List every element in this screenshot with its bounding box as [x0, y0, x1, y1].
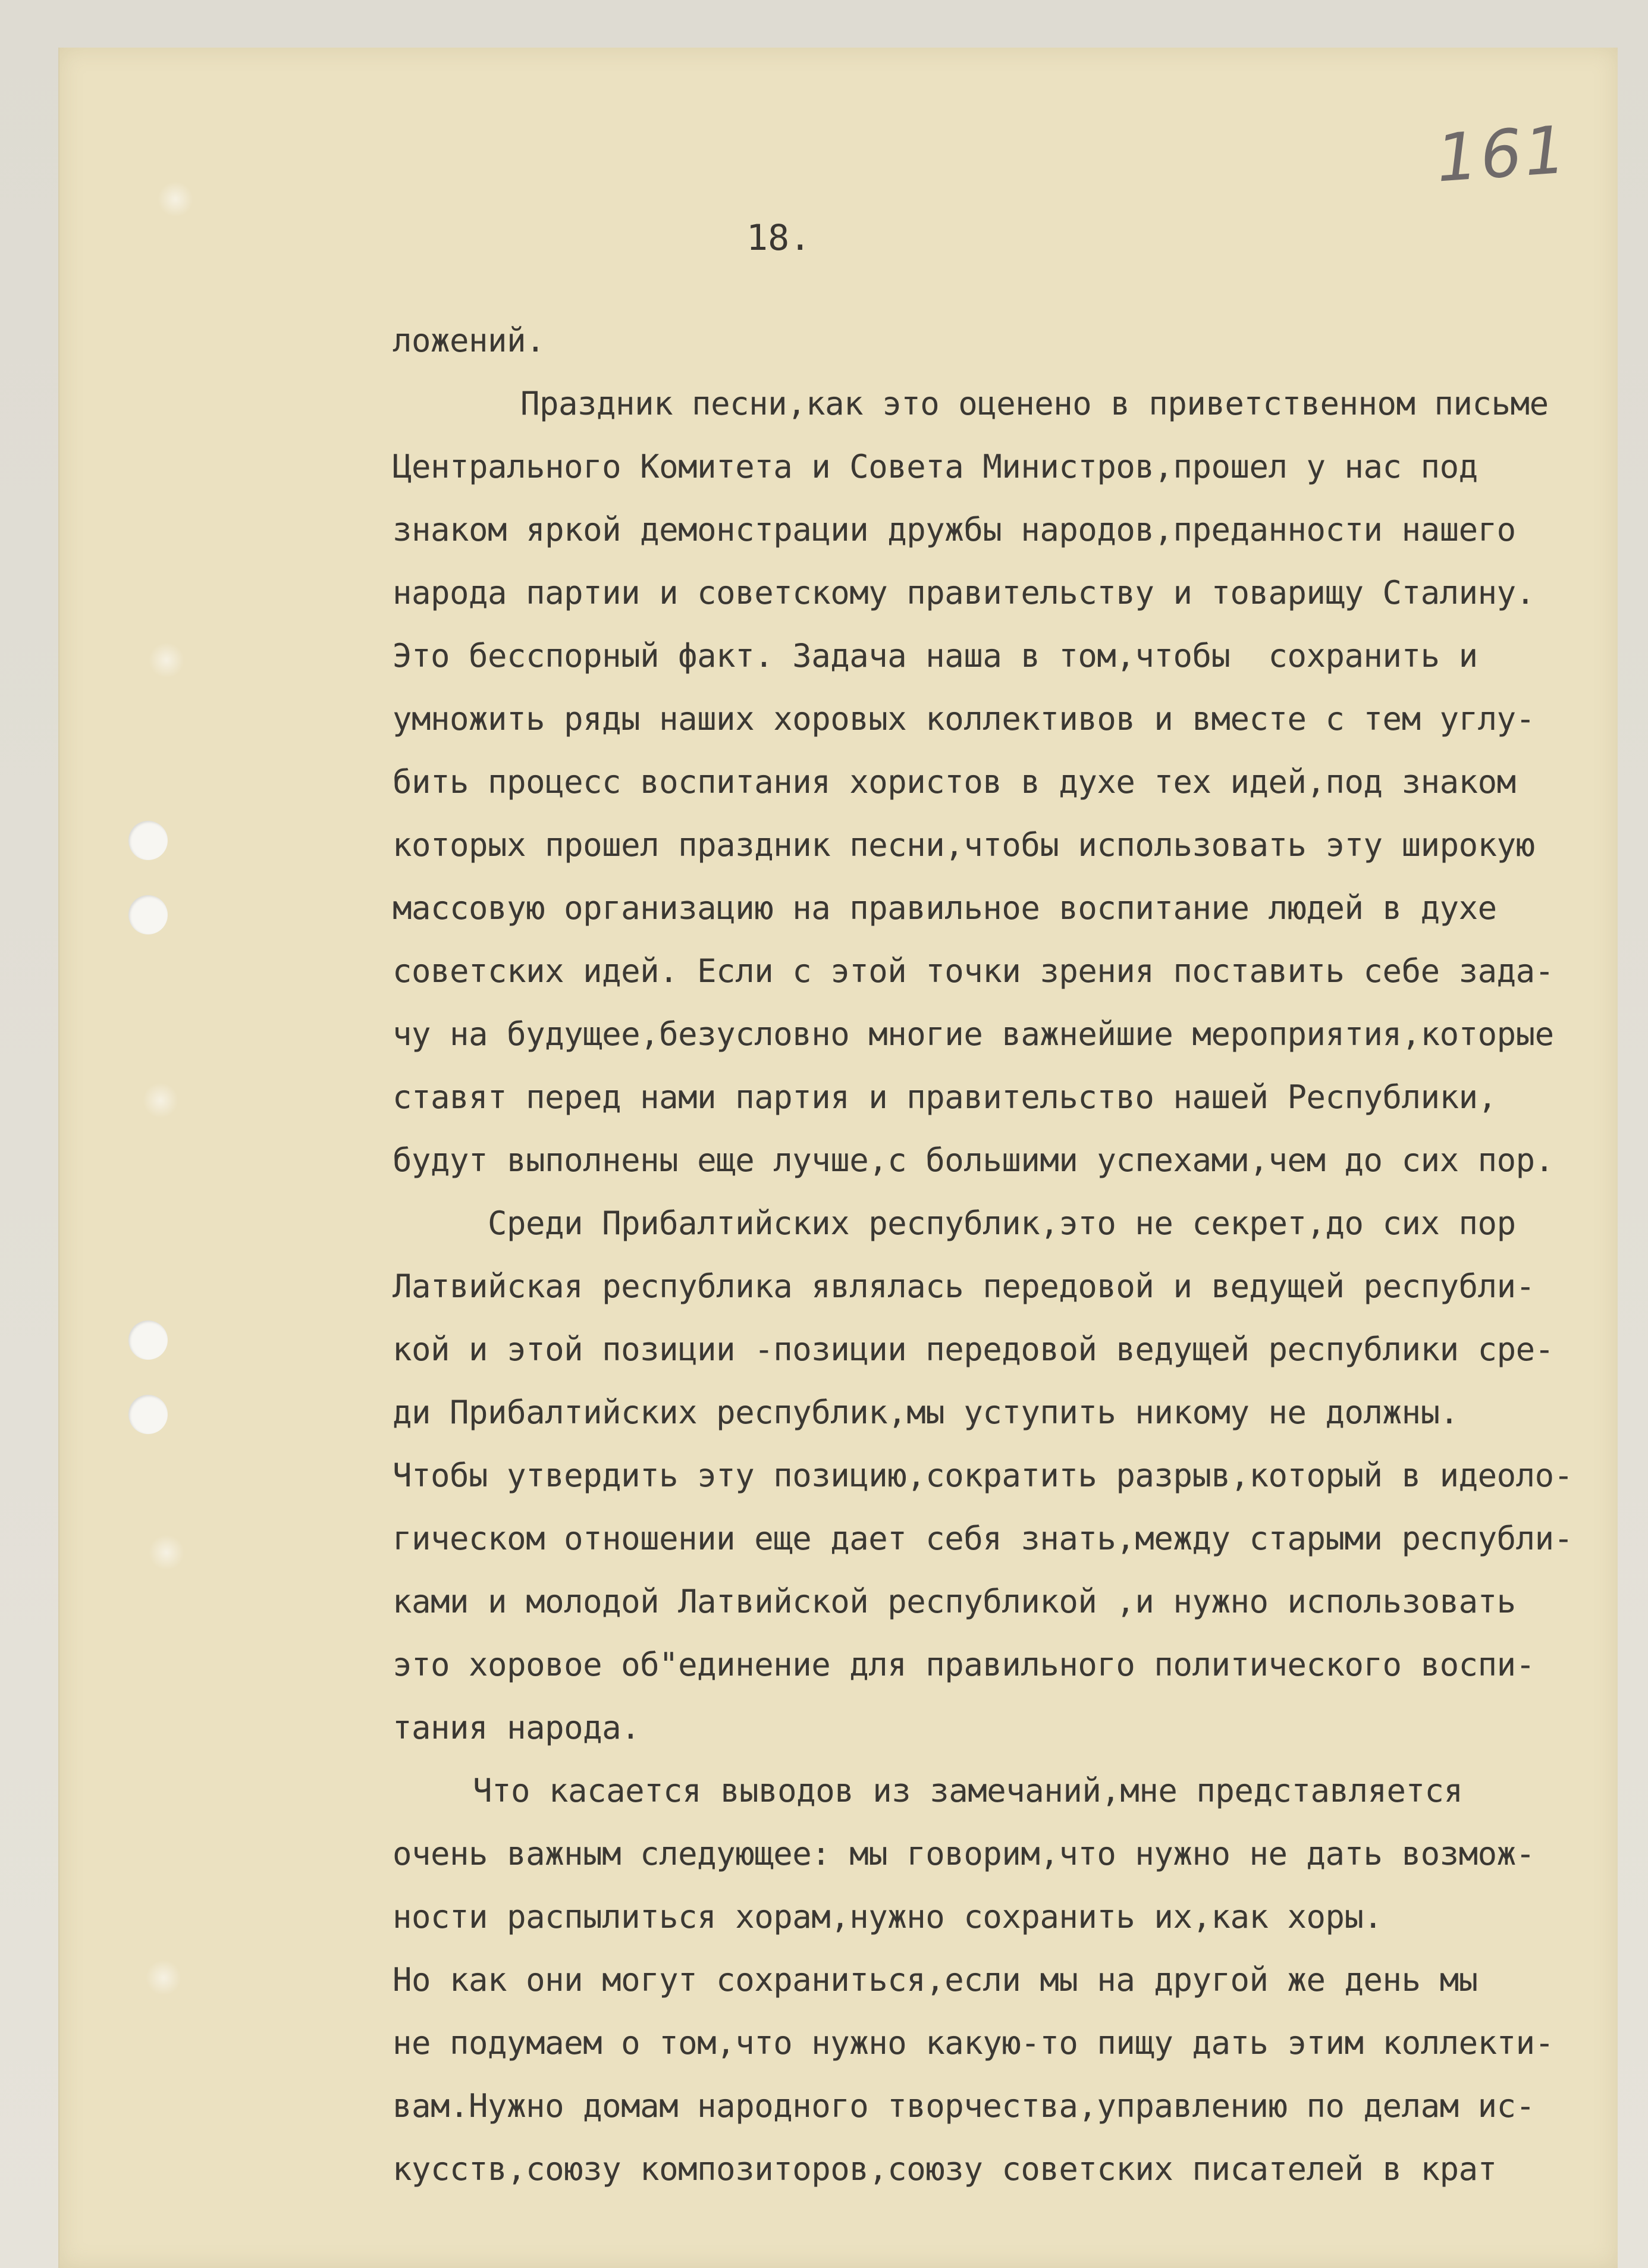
text-line: Но как они могут сохраниться,если мы на другой же день мы [393, 1961, 1478, 1999]
text-line: чу на будущее,безусловно многие важнейшие мероприятия,которые [393, 1015, 1554, 1053]
text-line: ности распылиться хорам,нужно сохранить их,как хоры. [393, 1898, 1383, 1936]
text-line: советских идей. Если с этой точки зрения поставить себе зада- [393, 952, 1554, 990]
text-line: очень важным следующее: мы говорим,что нужно не дать возмож- [393, 1835, 1535, 1872]
text-line: кусств,союзу композиторов,союзу советских писателей в крат [393, 2150, 1497, 2188]
text-line: ками и молодой Латвийской республикой ,и нужно использовать [393, 1583, 1516, 1620]
text-line: Это бесспорный факт. Задача наша в том,чтобы сохранить и [393, 637, 1478, 675]
text-line: ди Прибалтийских республик,мы уступить никому не должны. [393, 1394, 1459, 1431]
text-line: гическом отношении еще дает себя знать,между старыми республи- [393, 1520, 1573, 1557]
text-line: умножить ряды наших хоровых коллективов и вместе с тем углу- [393, 700, 1535, 738]
paper-stain [149, 642, 184, 678]
text-line: кой и этой позиции -позиции передовой ведущей республики сре- [393, 1331, 1554, 1368]
text-line: Латвийская республика являлась передовой и ведущей республи- [393, 1268, 1535, 1305]
text-line: Праздник песни,как это оценено в приветственном письме [520, 385, 1549, 422]
text-line: массовую организацию на правильное воспитание людей в духе [393, 889, 1497, 927]
text-line: народа партии и советскому правительству и товарищу Сталину. [393, 574, 1535, 611]
page-number: 18. [746, 217, 811, 259]
text-line: ложений. [393, 322, 545, 359]
punch-hole-top-1 [128, 821, 168, 860]
text-line: вам.Нужно домам народного творчества,управлению по делам ис- [393, 2087, 1535, 2125]
paper-stain [158, 181, 193, 217]
punch-hole-top-2 [128, 895, 168, 934]
paper-stain [143, 1083, 178, 1118]
paper-stain [146, 1960, 181, 1996]
text-line: это хоровое об"единение для правильного политического воспи- [393, 1646, 1535, 1683]
text-line: тания народа. [393, 1709, 641, 1746]
text-line: ставят перед нами партия и правительство нашей Республики, [393, 1078, 1497, 1116]
text-line: Чтобы утвердить эту позицию,сократить разрыв,который в идеоло- [393, 1457, 1573, 1494]
punch-hole-bottom-1 [128, 1320, 168, 1360]
text-line: будут выполнены еще лучше,с большими успехами,чем до сих пор. [393, 1141, 1554, 1179]
text-line: которых прошел праздник песни,чтобы использовать эту широкую [393, 826, 1535, 864]
paper-stain [149, 1535, 184, 1570]
text-line: Среди Прибалтийских республик,это не секрет,до сих пор [488, 1204, 1516, 1242]
text-line: не подумаем о том,что нужно какую-то пищу дать этим коллекти- [393, 2024, 1554, 2062]
text-line: Что касается выводов из замечаний,мне представляется [473, 1772, 1463, 1809]
folio-number: 161 [1433, 111, 1571, 197]
text-line: бить процесс воспитания хористов в духе тех идей,под знаком [393, 763, 1516, 801]
text-line: знаком яркой демонстрации дружбы народов,преданности нашего [393, 511, 1516, 548]
punch-hole-bottom-2 [128, 1395, 168, 1434]
text-line: Центрального Комитета и Совета Министров,прошел у нас под [393, 448, 1478, 485]
typewritten-text-body [393, 309, 1573, 2201]
